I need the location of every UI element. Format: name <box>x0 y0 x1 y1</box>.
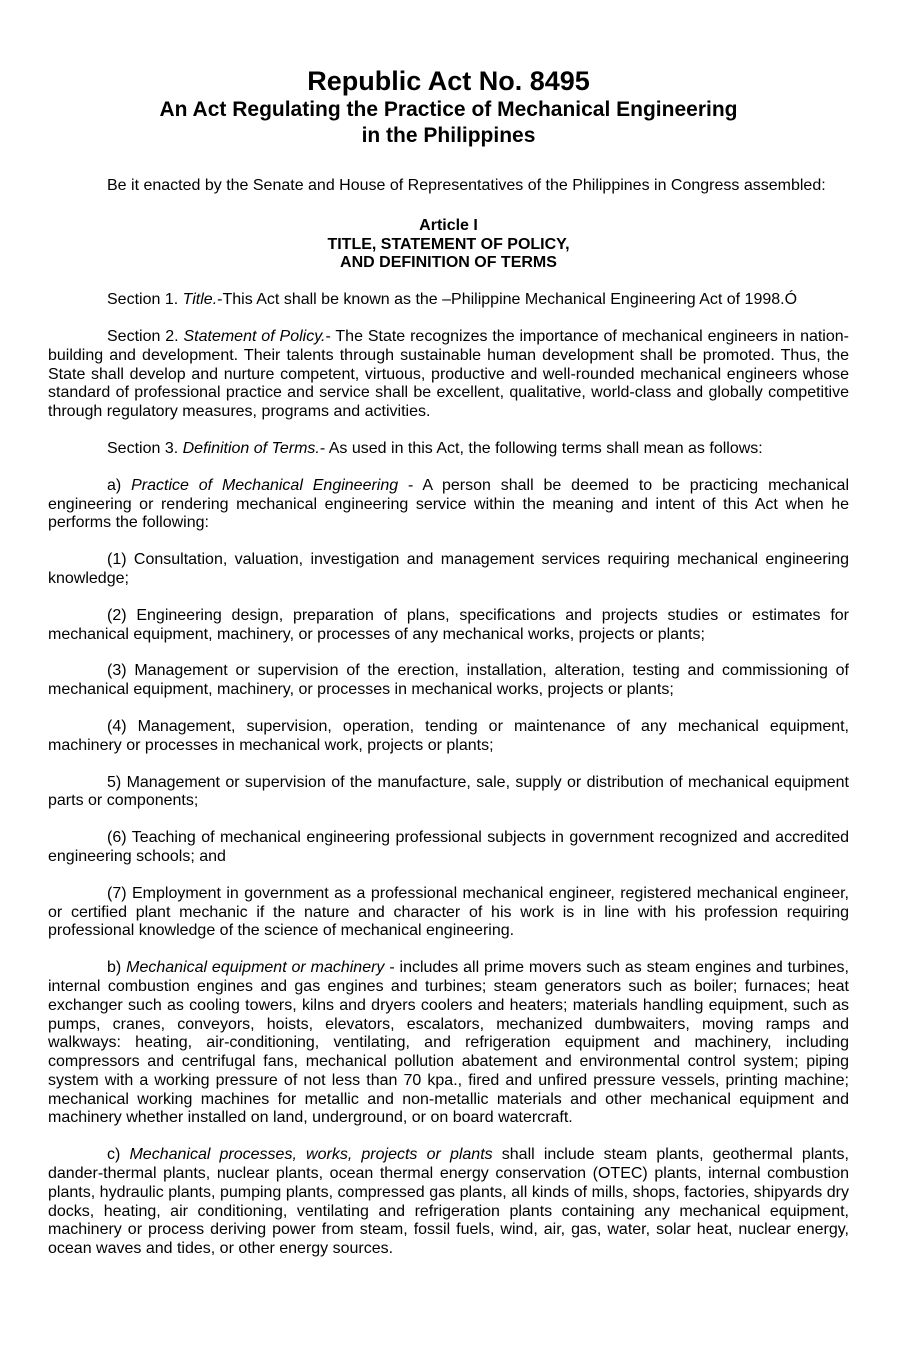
practice-item-5: 5) Management or supervision of the manufacture, sale, supply or distribution of mechanical equipment parts or components; <box>48 773 849 810</box>
section-3 <box>48 440 849 459</box>
definition-b-label: b) <box>107 959 127 977</box>
practice-item-6: (6) Teaching of mechanical engineering professional subjects in government recognized and accredited engineering schools; and <box>48 829 849 865</box>
article-title-line-1: TITLE, STATEMENT OF POLICY, <box>327 235 570 253</box>
practice-item-1: (1) Consultation, valuation, investigation and management services requiring mechanical engineering knowledge; <box>48 551 849 587</box>
section-3-text: - As used in this Act, the following terms shall mean as follows: <box>319 439 763 457</box>
definition-b-text: - includes all prime movers such as steam engines and turbines, internal combustion engines and gas engines and turbines; steam generators such as boiler; furnaces; heat exchanger such as cooling towers, kilns and dryers coolers and heaters; materials handling equipment, such as pumps, cranes, conveyors, hoists, elevators, escalators, mechanized dumbwaiters, moving ramps and walkways: heating, air-conditioning, ventilating, and refrigeration equipment and machinery, including compressors and centrifugal fans, mechanical pollution abatement and environmental control system; piping system with a working pressure of not less than 70 kpa., fired and unfired pressure vessels, printing machine; mechanical working machines for metallic and non-metallic materials and other mechanical equipment and machinery whether installed on land, underground, or on board watercraft. <box>48 959 850 1127</box>
article-title-line-2: AND DEFINITION OF TERMS <box>340 254 557 272</box>
section-2-text: - The State recognizes the importance of mechanical engineers in nation- building and development. Their talents through sustainable human development shall be promoted. Thus, the State shall develop and nurture competent, virtuous, productive and well-rounded mechanical engineers whose standard of professional practice and service shall be excellent, qualitative, world-class and globally competitive through regulatory measures, programs and activities. <box>48 327 849 421</box>
article-number: Article I <box>419 216 478 234</box>
document-subtitle-line-2: in the Philippines <box>361 124 536 147</box>
document-subtitle-line-1: An Act Regulating the Practice of Mechanical Engineering <box>159 98 738 121</box>
section-1 <box>48 291 849 310</box>
definition-c-term: Mechanical processes, works, projects or plants <box>129 1146 493 1164</box>
definition-a-term: Practice of Mechanical Engineering <box>131 476 399 494</box>
section-3-number: Section 3. <box>107 439 183 457</box>
definition-b <box>48 959 849 1128</box>
enacting-clause: Be it enacted by the Senate and House of Representatives of the Philippines in Congress assembled: <box>107 177 826 194</box>
section-2-title: Statement of Policy. <box>183 327 326 345</box>
definition-a-label: a) <box>107 476 132 494</box>
section-3-title: Definition of Terms. <box>182 439 320 457</box>
practice-item-7: (7) Employment in government as a professional mechanical engineer, registered mechanical engineer, or certified plant mechanic if the nature and character of his work is in line with his profession requiring professional knowledge of the science of mechanical engineering. <box>48 884 849 940</box>
definition-c <box>48 1146 849 1259</box>
definition-a <box>48 477 849 533</box>
definition-a-text: - A person shall be deemed to be practicing mechanical engineering or rendering mechanical engineering service within the meaning and intent of this Act when he performs the following: <box>48 476 849 532</box>
article-heading <box>48 217 849 273</box>
definition-b-term: Mechanical equipment or machinery <box>126 959 385 977</box>
section-2-number: Section 2. <box>107 327 184 345</box>
definition-c-text: shall include steam plants, geothermal plants, dander-thermal plants, nuclear plants, ocean thermal energy conservation (OTEC) plants, internal combustion plants, hydraulic plants, pumping plants, compressed gas plants, all kinds of mills, shops, factories, shipyards dry docks, heating, air conditioning, ventilating and refrigeration plants containing any mechanical equipment, machinery or process deriving power from steam, fossil fuels, wind, air, gas, water, solar heat, nuclear energy, ocean waves and tides, or other energy sources. <box>48 1146 849 1258</box>
definition-c-label: c) <box>107 1146 130 1164</box>
practice-item-2: (2) Engineering design, preparation of plans, specifications and projects studies or estimates for mechanical equipment, machinery, or processes of any mechanical works, projects or plants; <box>48 606 849 643</box>
section-1-text: -This Act shall be known as the –Philippine Mechanical Engineering Act of 1998.Ó <box>217 291 798 309</box>
section-2 <box>48 328 849 422</box>
document-title: Republic Act No. 8495 <box>307 66 590 96</box>
practice-item-4: (4) Management, supervision, operation, tending or maintenance of any mechanical equipment, machinery or processes in mechanical work, projects or plants; <box>48 717 849 754</box>
practice-item-3: (3) Management or supervision of the erection, installation, alteration, testing and commissioning of mechanical equipment, machinery, or processes in mechanical works, projects or plants; <box>48 662 849 699</box>
section-1-number: Section 1. <box>107 291 183 309</box>
section-1-title: Title. <box>182 291 218 309</box>
